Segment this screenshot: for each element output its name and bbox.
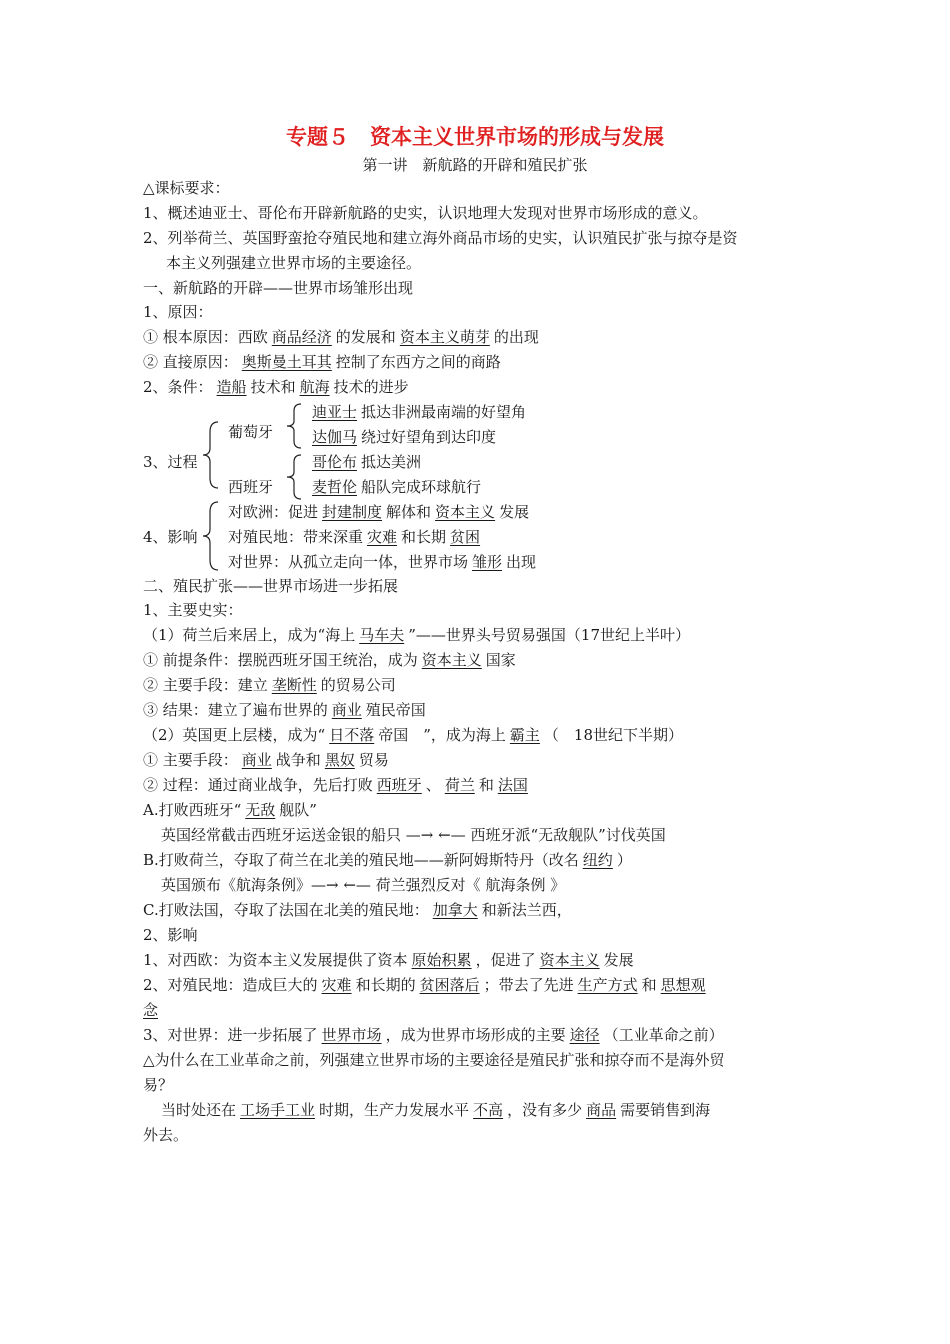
defeat-spain: A.打败西班牙“ 无敌 舰队” — [143, 801, 317, 819]
influence-western-europe: 1、对西欧：为资本主义发展提供了资本 原始积累 ，促进了 资本主义 发展 — [143, 951, 634, 969]
defeat-netherlands: B.打败荷兰，夺取了荷兰在北美的殖民地——新阿姆斯特丹（改名 纽约 ） — [143, 851, 632, 869]
voyage-gama: 达伽马 绕过好望角到达印度 — [312, 428, 497, 446]
portugal-label: 葡萄牙 — [228, 423, 274, 441]
britain-line: （2）英国更上层楼，成为“ 日不落 帝国 ”，成为海上 霸主 （ 18世纪下半期） — [143, 726, 684, 744]
defeat-netherlands-detail: 英国颁布《航海条例》—→ ←— 荷兰强烈反对《 航海条例 》 — [161, 876, 566, 894]
spain-label: 西班牙 — [228, 478, 274, 496]
question-line-cont: 易？ — [143, 1076, 174, 1094]
process-brace-icon — [200, 420, 224, 490]
netherlands-line: （1）荷兰后来居上，成为“海上 马车夫 ”——世界头号贸易强国（17世纪上半叶） — [143, 626, 690, 644]
influence-world: 3、对世界：进一步拓展了 世界市场 ，成为世界市场形成的主要 途径 （工业革命之前） — [143, 1026, 724, 1044]
spain-brace-icon — [283, 453, 307, 501]
curriculum-item-2-cont: 本主义列强建立世界市场的主要途径。 — [166, 254, 422, 272]
netherlands-means: ② 主要手段：建立 垄断性 的贸易公司 — [143, 676, 396, 694]
portugal-brace-icon — [283, 402, 307, 450]
impact-europe: 对欧洲：促进 封建制度 解体和 资本主义 发展 — [228, 503, 530, 521]
lecture-subtitle: 第一讲 新航路的开辟和殖民扩张 — [362, 156, 588, 174]
defeat-france: C.打败法国，夺取了法国在北美的殖民地： 加拿大 和新法兰西， — [143, 901, 572, 919]
answer-line-cont: 外去。 — [143, 1126, 189, 1144]
voyage-dias: 迪亚士 抵达非洲最南端的好望角 — [312, 403, 527, 421]
voyage-columbus: 哥伦布 抵达美洲 — [312, 453, 422, 471]
impact-label: 4、影响 — [143, 528, 198, 546]
section-2-heading: 二、殖民扩张——世界市场进一步拓展 — [143, 577, 399, 595]
netherlands-premise: ① 前提条件：摆脱西班牙国王统治，成为 资本主义 国家 — [143, 651, 516, 669]
page-title: 专题５ 资本主义世界市场的形成与发展 — [286, 125, 664, 149]
impact-brace-icon — [200, 500, 224, 572]
facts-heading: 1、主要史实： — [143, 601, 243, 619]
root-cause-line: ① 根本原因：西欧 商品经济 的发展和 资本主义萌芽 的出现 — [143, 328, 539, 346]
answer-line: 当时处还在 工场手工业 时期，生产力发展水平 不高 ，没有多少 商品 需要销售到海 — [161, 1101, 711, 1119]
process-label: 3、过程 — [143, 453, 198, 471]
influence-heading: 2、影响 — [143, 926, 198, 944]
curriculum-heading: △课标要求： — [143, 179, 230, 197]
voyage-magellan: 麦哲伦 船队完成环球航行 — [312, 478, 482, 496]
influence-colonies-cont: 念 — [143, 1001, 159, 1019]
curriculum-item-1: 1、概述迪亚士、哥伦布开辟新航路的史实，认识地理大发现对世界市场形成的意义。 — [143, 204, 708, 222]
section-1-heading: 一、新航路的开辟——世界市场雏形出现 — [143, 279, 414, 297]
netherlands-result: ③ 结果：建立了遍布世界的 商业 殖民帝国 — [143, 701, 426, 719]
britain-process: ② 过程：通过商业战争，先后打败 西班牙 、 荷兰 和 法国 — [143, 776, 528, 794]
britain-means: ① 主要手段： 商业 战争和 黑奴 贸易 — [143, 751, 389, 769]
defeat-spain-detail: 英国经常截击西班牙运送金银的船只 —→ ←— 西班牙派“无敌舰队”讨伐英国 — [161, 826, 666, 844]
impact-world: 对世界：从孤立走向一体，世界市场 雏形 出现 — [228, 553, 537, 571]
question-line: △为什么在工业革命之前，列强建立世界市场的主要途径是殖民扩张和掠夺而不是海外贸 — [143, 1051, 725, 1069]
impact-colonies: 对殖民地：带来深重 灾难 和长期 贫困 — [228, 528, 481, 546]
curriculum-item-2: 2、列举荷兰、英国野蛮抢夺殖民地和建立海外商品市场的史实，认识殖民扩张与掠夺是资 — [143, 229, 738, 247]
direct-cause-line: ② 直接原因： 奥斯曼土耳其 控制了东西方之间的商路 — [143, 353, 501, 371]
conditions-line: 2、条件： 造船 技术和 航海 技术的进步 — [143, 378, 409, 396]
reason-heading: 1、原因： — [143, 303, 213, 321]
influence-colonies: 2、对殖民地：造成巨大的 灾难 和长期的 贫困落后 ；带去了先进 生产方式 和 思想观 — [143, 976, 706, 994]
